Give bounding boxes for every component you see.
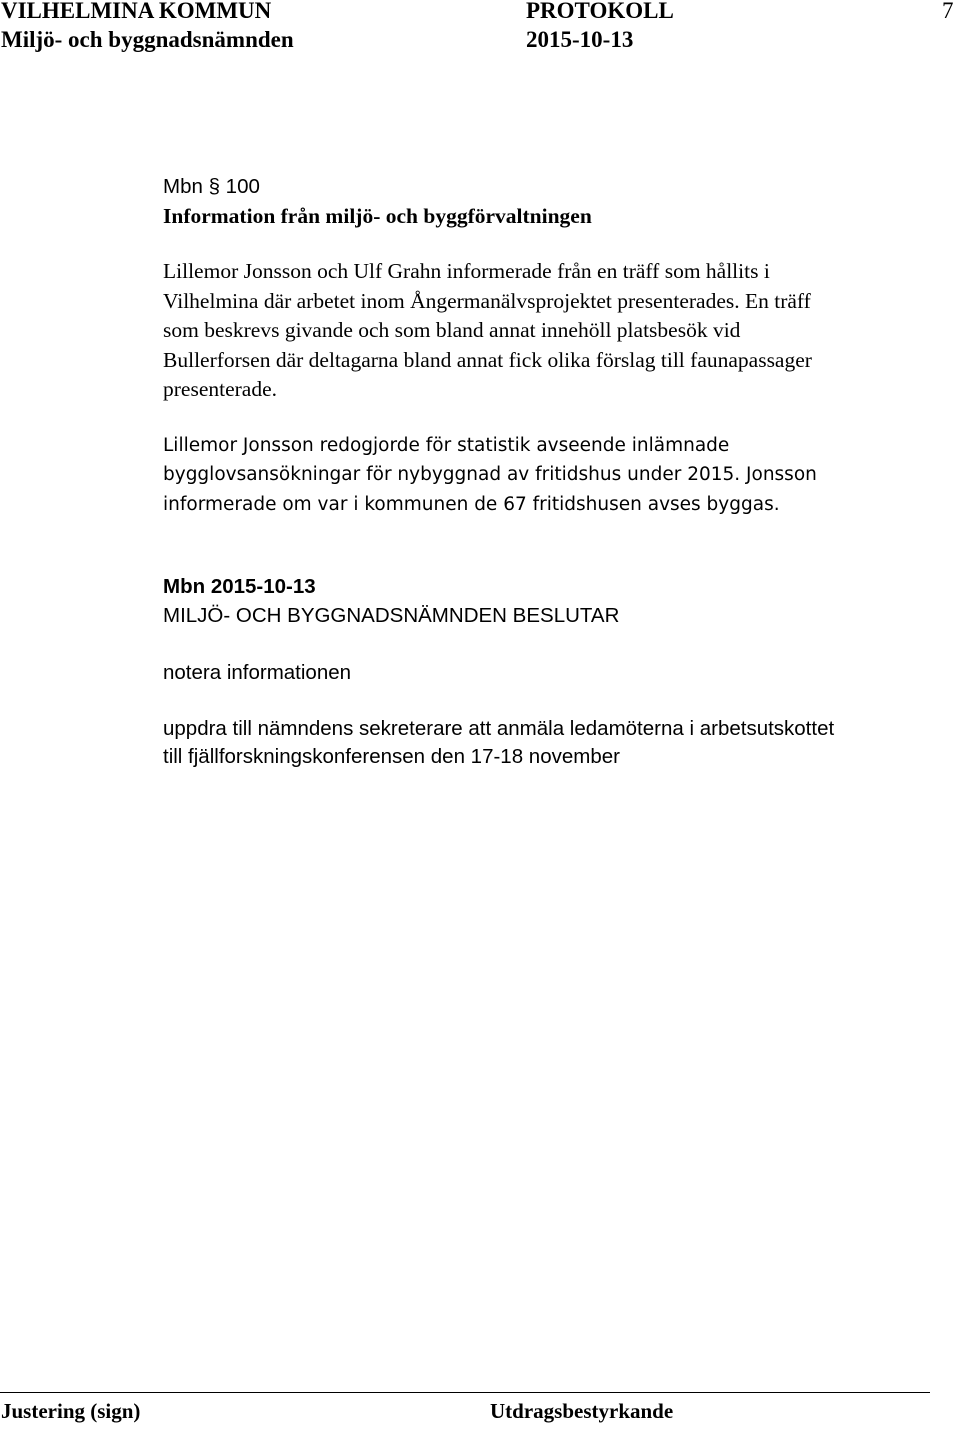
paragraph-line: presenterade. (163, 377, 277, 401)
item-number: Mbn § 100 (163, 175, 260, 198)
committee-name: Miljö- och byggnadsnämnden (1, 27, 294, 52)
decision-heading: MILJÖ- OCH BYGGNADSNÄMNDEN BESLUTAR (163, 604, 620, 627)
item-title: Information från miljö- och byggförvaltningen (163, 204, 592, 228)
paragraph-line: som beskrevs givande och som bland annat innehöll platsbesök vid (163, 318, 741, 342)
justering-label: Justering (sign) (1, 1399, 141, 1423)
footer-divider (0, 1392, 930, 1393)
decision-point-2 (163, 715, 953, 771)
utdragsbestyrkande-label: Utdragsbestyrkande (490, 1399, 674, 1423)
protocol-body (163, 172, 953, 771)
decision-point-1: notera informationen (163, 661, 352, 684)
paragraph-line: informerade om var i kommunen de 67 fritidshusen avses byggas. (163, 493, 780, 515)
paragraph-line: Lillemor Jonsson redogjorde för statistik avseende inlämnade (163, 434, 730, 456)
decision-line: uppdra till nämndens sekreterare att anmäla ledamöterna i arbetsutskottet (163, 716, 835, 740)
paragraph-line: Lillemor Jonsson och Ulf Grahn informerade från en träff som hållits i (163, 259, 770, 283)
meeting-date: 2015-10-13 (526, 27, 634, 52)
paragraph-line: bygglovsansökningar för nybyggnad av fritidshus under 2015. Jonsson (163, 464, 817, 485)
decision-reference: Mbn 2015-10-13 (163, 575, 316, 598)
paragraph-2 (163, 431, 953, 520)
document-type: PROTOKOLL (526, 0, 674, 23)
paragraph-1 (163, 257, 953, 405)
paragraph-line: Bullerforsen där deltagarna bland annat fick olika förslag till faunapassager (163, 347, 812, 372)
page-number: 7 (942, 0, 954, 23)
paragraph-line: Vilhelmina där arbetet inom Ångermanälvsprojektet presenterades. En träff (163, 288, 811, 313)
decision-line: till fjällforskningskonferensen den 17-18 november (163, 744, 620, 768)
org-name: VILHELMINA KOMMUN (1, 0, 272, 23)
